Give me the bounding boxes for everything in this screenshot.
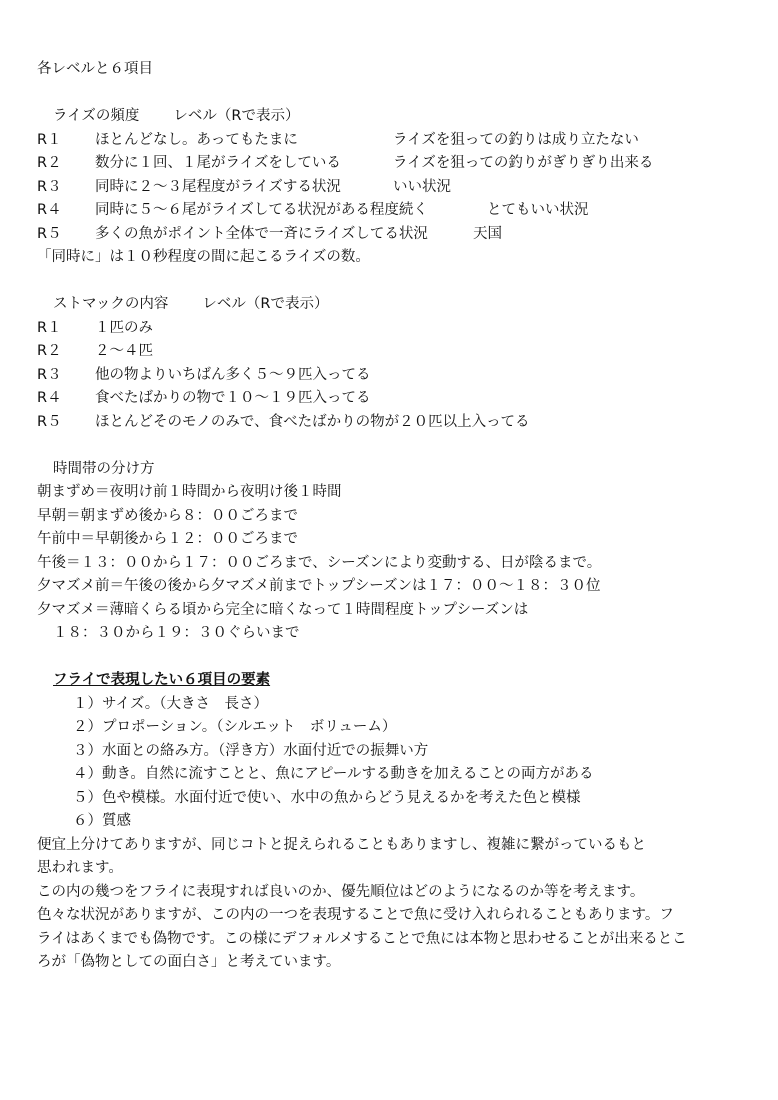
time-line: 午後＝１３：００から１７：００ごろまで、シーズンにより変動する、日が陰るまで。 [37, 554, 602, 571]
fly-item: ４）動き。自然に流すことと、魚にアピールする動きを加えることの両方がある [73, 766, 594, 782]
time-line: １８：３０から１９：３０ぐらいまで [53, 625, 300, 641]
document-page [37, 58, 752, 975]
fly-item: ３）水面との絡み方。（浮き方）水面付近での振舞い方 [73, 742, 429, 759]
level-note: とてもいい状況 [487, 202, 589, 218]
rise-level-row [37, 152, 752, 176]
stomach-heading: ストマックの内容 [53, 296, 169, 312]
level-description: 多くの魚がポイント全体で一斉にライズしてる状況 [95, 225, 428, 242]
level-code: R４ [37, 390, 62, 406]
time-heading: 時間帯の分け方 [53, 460, 155, 477]
level-description: 数分に１回、１尾がライズをしている [95, 155, 341, 171]
level-note: いい状況 [393, 178, 451, 195]
fly-paragraph-line: 便宜上分けてありますが、同じコトと捉えられることもありますし、複雑に繋がっているもと [37, 836, 646, 853]
fly-paragraph-line: ライはあくまでも偽物です。この様にデフォルメすることで魚には本物と思わせることが出来るとこ [37, 930, 687, 947]
blank-line [37, 646, 752, 670]
fly-item: ５）色や模様。水面付近で使い、水中の魚からどう見えるかを考えた色と模様 [73, 789, 581, 806]
level-description: 食べたばかりの物で１０〜１９匹入ってる [95, 390, 371, 406]
stomach-level-row [37, 387, 752, 411]
fly-heading: フライで表現したい６項目の要素 [53, 672, 271, 688]
level-code: R１ [37, 131, 62, 148]
level-note: ライズを狙っての釣りがぎりぎり出来る [393, 155, 654, 171]
level-code: R３ [37, 178, 62, 195]
level-description: ２〜４匹 [95, 343, 153, 359]
document-title: 各レベルと６項目 [37, 61, 153, 77]
level-description: 他の物よりいちばん多く５〜９匹入ってる [95, 366, 371, 383]
rise-level-row [37, 199, 752, 223]
level-code: R１ [37, 319, 62, 336]
level-description: 同時に２〜３尾程度がライズする状況 [95, 178, 341, 195]
blank-line [37, 270, 752, 294]
time-line: 夕マズメ前＝午後の後から夕マズメ前までトップシーズンは１７：００〜１８：３０位 [37, 578, 601, 594]
stomach-section-header [37, 293, 752, 317]
fly-paragraph-line: 思われます。 [37, 860, 123, 876]
level-code: R５ [37, 413, 62, 430]
level-code: R２ [37, 155, 62, 171]
level-description: ほとんどそのモノのみで、食べたばかりの物が２０匹以上入ってる [95, 413, 530, 430]
stomach-level-row [37, 411, 752, 435]
level-code: R５ [37, 225, 62, 242]
level-code: R３ [37, 366, 62, 383]
blank-line [37, 434, 752, 458]
level-note: 天国 [473, 225, 502, 242]
rise-level-row [37, 176, 752, 200]
fly-item: ６）質感 [73, 813, 131, 829]
fly-item: ２）プロポーション。（シルエット ボリューム） [73, 719, 397, 735]
stomach-level-row [37, 340, 752, 364]
stomach-level-row [37, 364, 752, 388]
level-description: １匹のみ [95, 319, 153, 336]
rise-level-row [37, 129, 752, 153]
rise-section-header [37, 105, 752, 129]
rise-footnote: 「同時に」は１０秒程度の間に起こるライズの数。 [37, 249, 370, 265]
time-line: 朝まずめ＝夜明け前１時間から夜明け後１時間 [37, 484, 342, 500]
stomach-level-label: レベル（Rで表示） [202, 296, 329, 312]
level-note: ライズを狙っての釣りは成り立たない [393, 131, 639, 148]
time-line: 早朝＝朝まずめ後から８：００ごろまで [37, 507, 298, 524]
time-line: 午前中＝早朝後から１２：００ごろまで [37, 531, 298, 547]
rise-level-label: レベル（Rで表示） [173, 108, 300, 124]
fly-paragraph-line: ろが「偽物としての面白さ」と考えています。 [37, 954, 341, 970]
fly-paragraph-line: 色々な状況がありますが、この内の一つを表現することで魚に受け入れられることもあります。フ [37, 907, 674, 923]
rise-heading: ライズの頻度 [53, 108, 140, 124]
fly-paragraph-line: この内の幾つをフライに表現すれば良いのか、優先順位はどのようになるのか等を考えます。 [37, 883, 645, 900]
stomach-level-row [37, 317, 752, 341]
blank-line [37, 82, 752, 106]
level-code: R４ [37, 202, 62, 218]
level-description: ほとんどなし。あってもたまに [95, 131, 298, 148]
time-line: 夕マズメ＝薄暗くらる頃から完全に暗くなって１時間程度トップシーズンは [37, 601, 529, 618]
level-code: R２ [37, 343, 62, 359]
rise-level-row [37, 223, 752, 247]
fly-item: １）サイズ。（大きさ 長さ） [73, 695, 269, 712]
level-description: 同時に５〜６尾がライズしてる状況がある程度続く [95, 202, 428, 218]
